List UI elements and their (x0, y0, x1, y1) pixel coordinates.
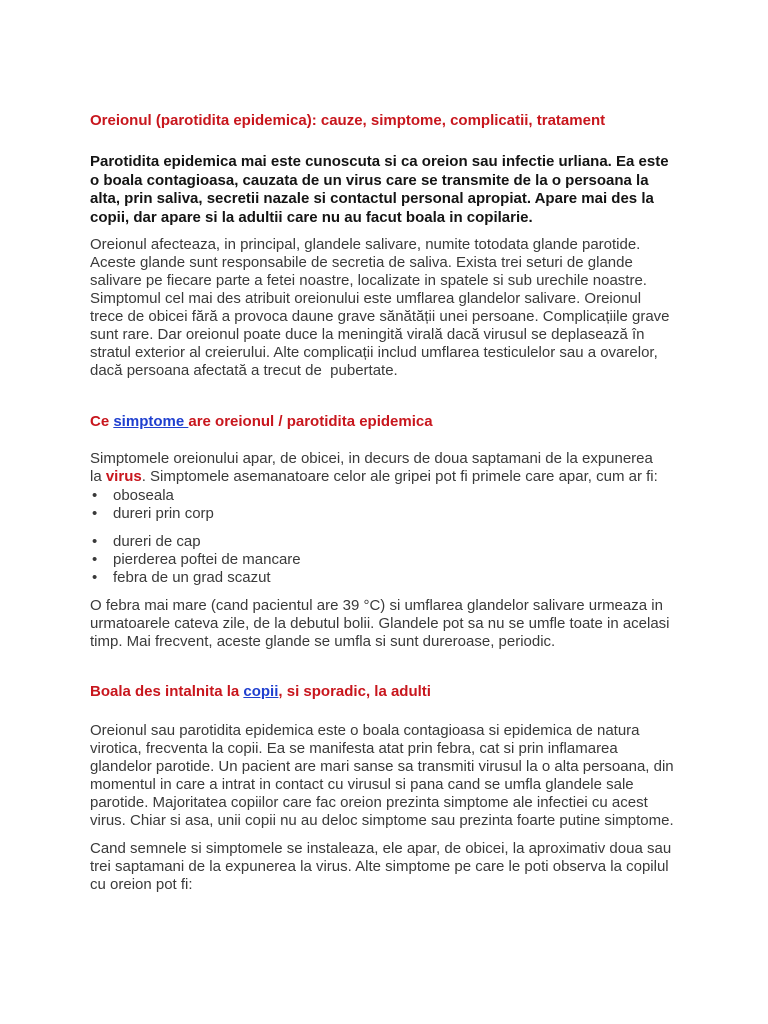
section-heading-symptoms (90, 413, 433, 431)
heading-prefix: Ce (90, 413, 114, 430)
copii-link[interactable]: copii (243, 683, 279, 700)
symptoms-paragraph (90, 450, 658, 486)
document-title (90, 112, 605, 130)
paragraph-line: Simptomele oreionului apar, de obicei, in decurs de doua saptamani de la expunerea (90, 450, 653, 467)
paragraph-line: momentul in care a intrat in contact cu virusul si pana cand se umfla glandele sale (90, 776, 634, 793)
symptom-list-a (90, 487, 214, 523)
simptome-link[interactable]: simptome (113, 413, 189, 430)
paragraph-line: virotica, frecventa la copii. Ea se manifesta atat prin febra, cat si prin inflamarea (90, 740, 618, 757)
symptom-list-b (90, 533, 301, 587)
paragraph-line: virus. Chiar si asa, unii copii nu au deloc simptome sau prezinta foarte putine simptome. (90, 812, 674, 829)
paragraph-line: Cand semnele si simptomele se instaleaza, ele apar, de obicei, la aproximativ doua sau (90, 840, 672, 857)
paragraph-line: Oreionul afecteaza, in principal, glandele salivare, numite totodata glande parotide. (90, 236, 641, 253)
paragraph-line: Aceste glande sunt responsabile de secretia de saliva. Exista trei seturi de glande (90, 254, 633, 271)
heading-suffix: are oreionul / parotidita epidemica (188, 413, 433, 430)
list-item-text: dureri de cap (113, 533, 201, 550)
paragraph-line: trei saptamani de la expunerea la virus. Alte simptome pe care le poti observa la copilul (90, 858, 669, 875)
paragraph-line: parotide. Majoritatea copiilor care fac oreion prezinta simptome ale infectiei cu acest (90, 794, 648, 811)
section-heading-children (90, 683, 431, 701)
paragraph-line: stratul exterior al creierului. Alte complicații includ umflarea testiculelor sau a ovarelor, (90, 344, 658, 361)
list-item (90, 551, 301, 569)
paragraph-line: salivare pe fiecare parte a fetei noastre, localizate in spatele si sub urechile noastre. (90, 272, 647, 289)
paragraph-line: Oreionul sau parotidita epidemica este o boala contagioasa si epidemica de natura (90, 722, 640, 739)
paragraph-line: trece de obicei fără a provoca daune grave sănătății unei persoane. Complicațiile grave (90, 308, 670, 325)
list-item (90, 505, 214, 523)
paragraph-line (90, 468, 658, 486)
overview-paragraph (90, 236, 670, 380)
intro-line: o boala contagioasa, cauzata de un virus care se transmite de la o persoana la (90, 171, 649, 189)
heading-prefix: Boala des intalnita la (90, 683, 244, 700)
children-paragraph (90, 722, 674, 830)
virus-keyword: virus (105, 468, 142, 485)
document-title-text: Oreionul (parotidita epidemica): cauze, simptome, complicatii, tratament (90, 112, 606, 129)
list-item (90, 487, 214, 505)
paragraph-line: timp. Mai frecvent, aceste glande se umfla si sunt dureroase, periodic. (90, 633, 556, 650)
intro-line: alta, prin saliva, secretii nazale si contactul personal apropiat. Apare mai des la (90, 190, 654, 207)
paragraph-line: O febra mai mare (cand pacientul are 39 °C) si umflarea glandelor salivare urmeaza in (90, 597, 663, 614)
list-item-text: pierderea poftei de mancare (113, 551, 301, 568)
fever-paragraph (90, 597, 670, 651)
bullet-icon: • (92, 551, 98, 568)
list-item-text: febra de un grad scazut (113, 569, 271, 586)
heading-suffix: , si sporadic, la adulti (278, 683, 431, 700)
bullet-icon: • (92, 487, 98, 504)
bullet-icon: • (92, 505, 98, 522)
intro-line: copii, dar apare si la adultii care nu au facut boala in copilarie. (90, 208, 533, 226)
intro-line: Parotidita epidemica mai este cunoscuta si ca oreion sau infectie urliana. Ea este (90, 153, 669, 170)
list-item (90, 569, 301, 587)
paragraph-line: glandelor parotide. Un pacient are mari sanse sa transmiti virusul la o alta persoana, din (90, 758, 674, 775)
list-item-text: dureri prin corp (113, 505, 214, 522)
paragraph-line: cu oreion pot fi: (90, 876, 193, 893)
section-heading-symptoms-text (90, 413, 433, 431)
line-prefix: la (90, 468, 106, 485)
section-heading-children-text (90, 683, 431, 701)
intro-paragraph (90, 153, 669, 227)
list-item-text: oboseala (113, 487, 174, 504)
paragraph-line: dacă persoana afectată a trecut de pubertate. (90, 362, 398, 379)
bullet-icon: • (92, 533, 98, 550)
bullet-icon: • (92, 569, 98, 586)
signs-paragraph (90, 840, 671, 894)
paragraph-line: sunt rare. Dar oreionul poate duce la meningită virală dacă virusul se deplasează în (90, 326, 645, 343)
paragraph-line: Simptomul cel mai des atribuit oreionului este umflarea glandelor salivare. Oreionul (90, 290, 642, 307)
paragraph-line: urmatoarele cateva zile, de la debutul bolii. Glandele pot sa nu se umfle toate in acelasi (90, 615, 670, 632)
line-suffix: . Simptomele asemanatoare celor ale gripei pot fi primele care apar, cum ar fi: (141, 468, 658, 485)
list-item (90, 533, 301, 551)
